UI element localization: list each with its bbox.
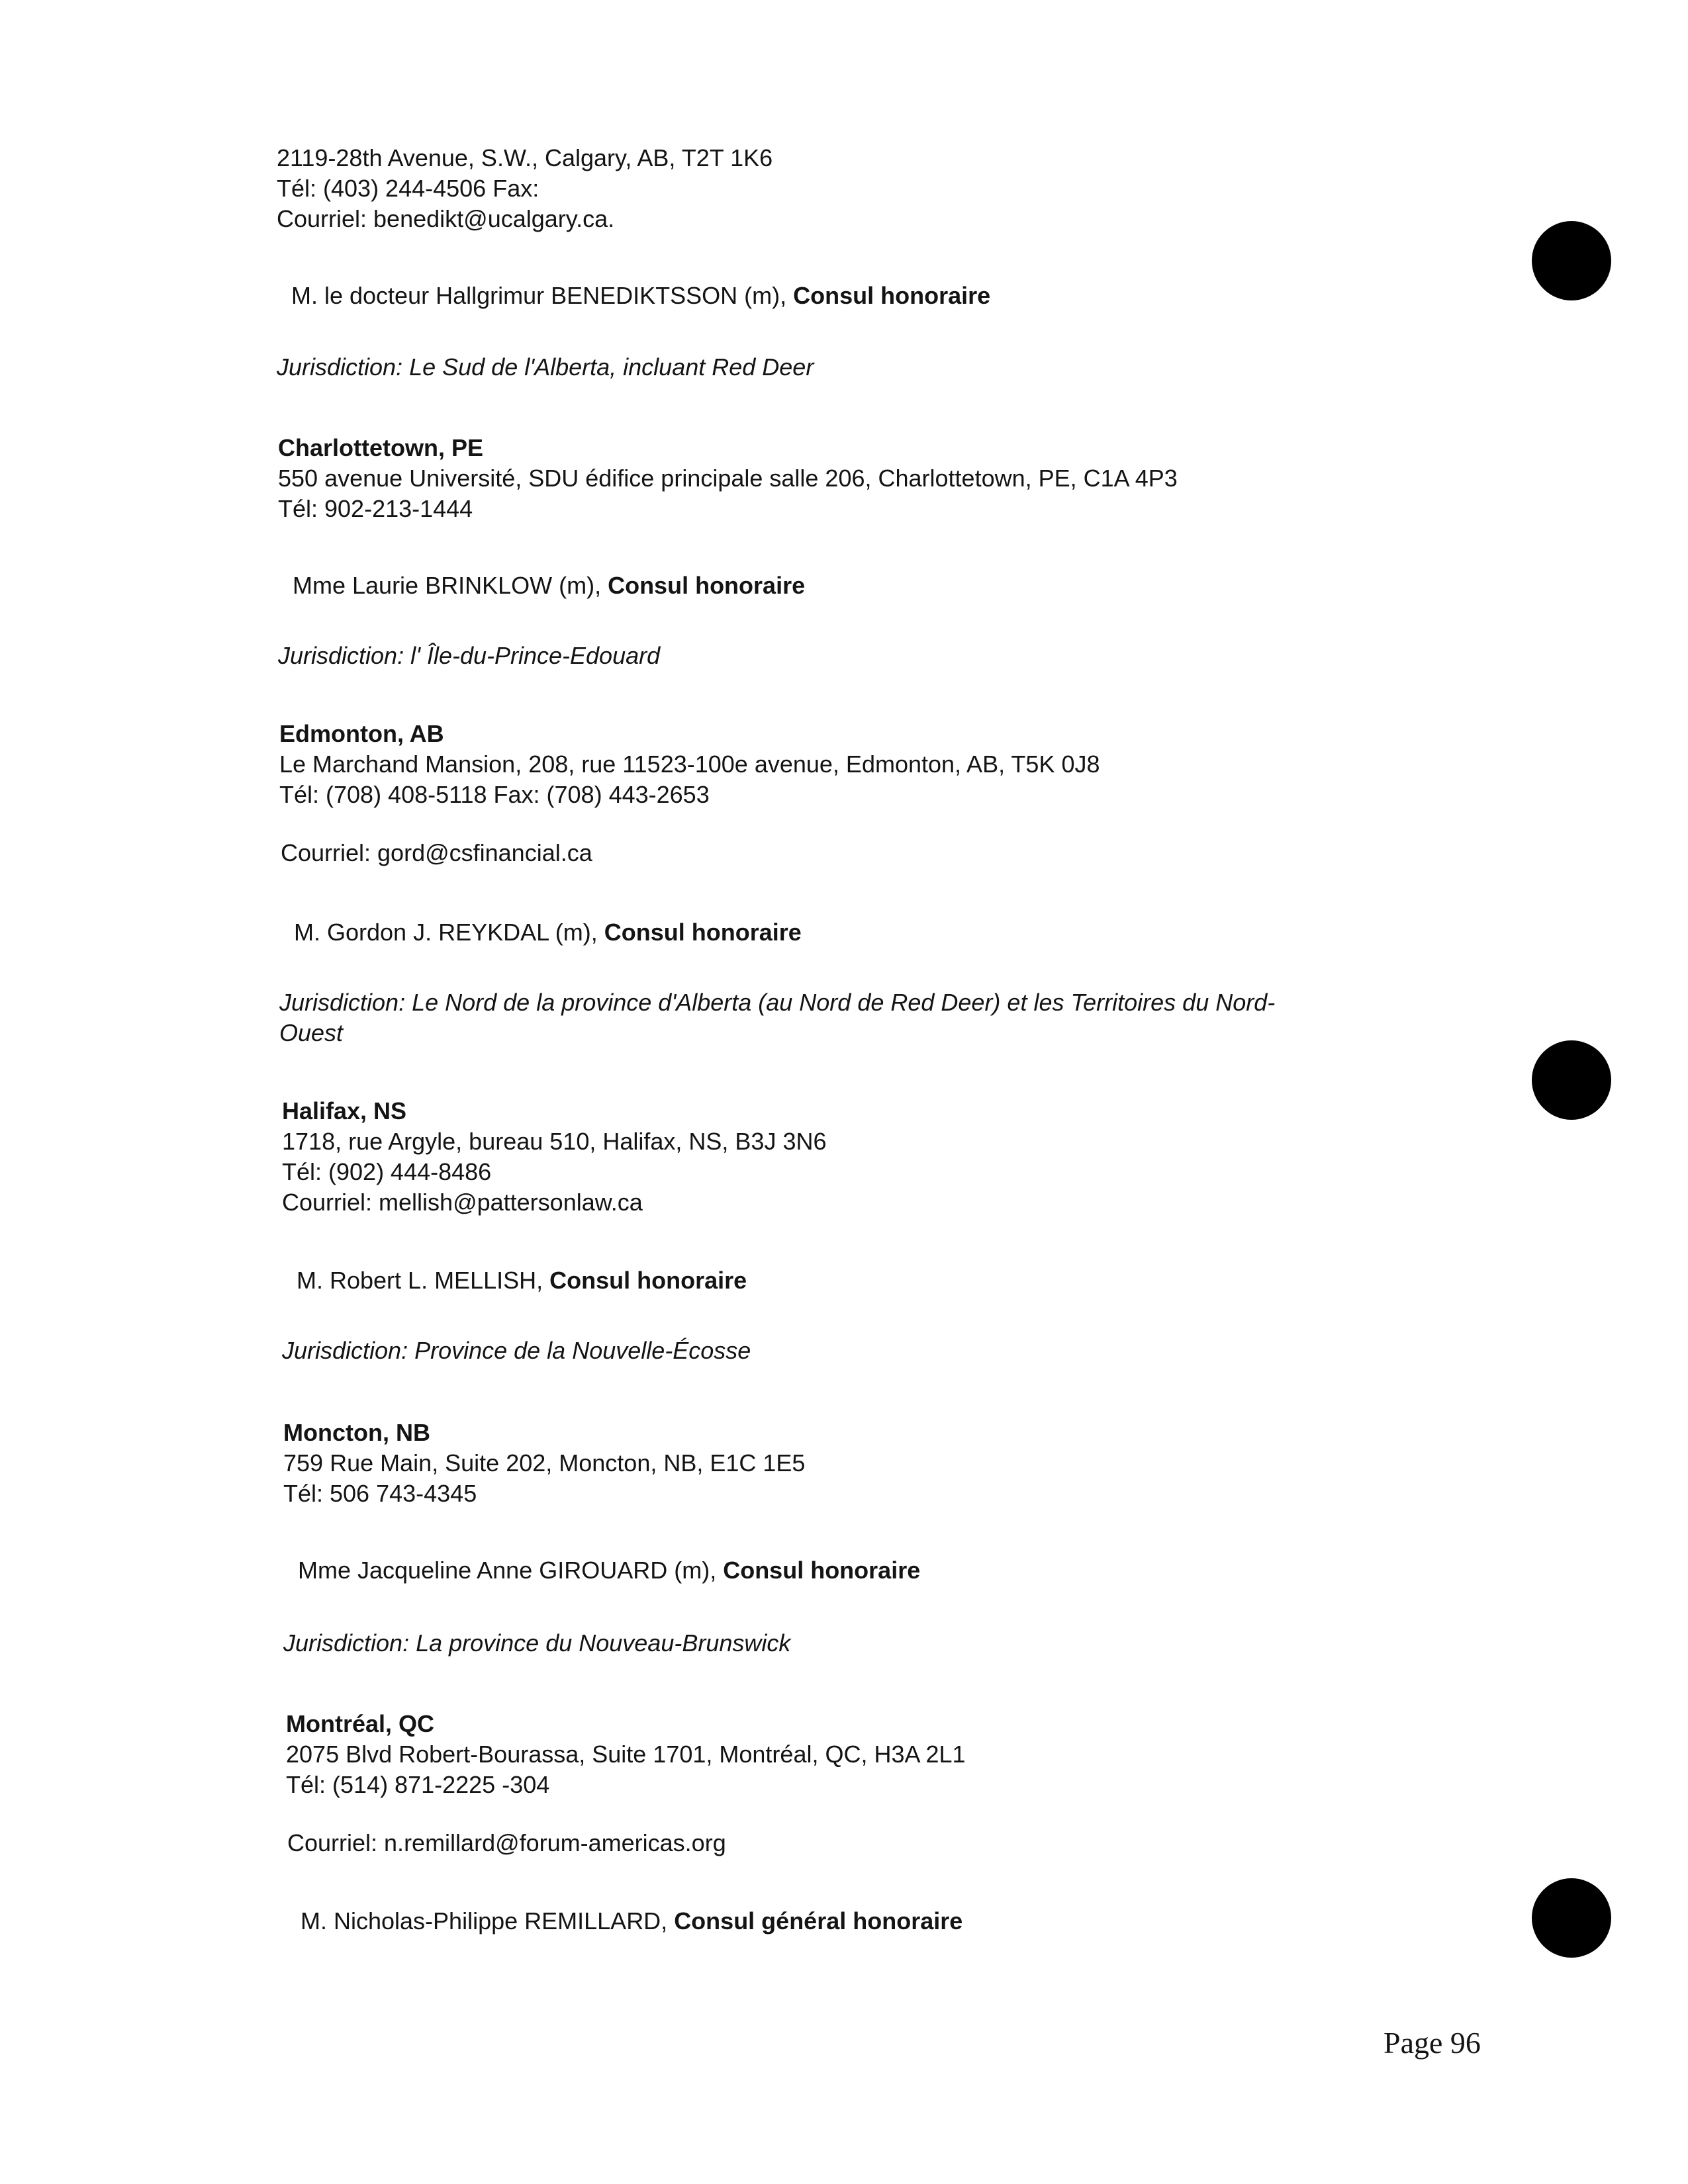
consul-title: Consul honoraire xyxy=(549,1267,747,1294)
moncton-address: 759 Rue Main, Suite 202, Moncton, NB, E1C 1E5 xyxy=(283,1449,806,1477)
charlottetown-consul xyxy=(293,570,805,601)
halifax-heading: Halifax, NS xyxy=(282,1097,407,1124)
charlottetown-heading: Charlottetown, PE xyxy=(278,434,484,461)
edmonton-phone: Tél: (708) 408-5118 Fax: (708) 443-2653 xyxy=(279,781,710,808)
halifax-email: Courriel: mellish@pattersonlaw.ca xyxy=(282,1189,643,1216)
consul-title: Consul général honoraire xyxy=(674,1907,963,1934)
halifax-consul xyxy=(297,1265,747,1296)
moncton-jurisdiction: Jurisdiction: La province du Nouveau-Brunswick xyxy=(283,1629,791,1657)
edmonton-address: Le Marchand Mansion, 208, rue 11523-100e avenue, Edmonton, AB, T5K 0J8 xyxy=(279,751,1100,778)
calgary-address: 2119-28th Avenue, S.W., Calgary, AB, T2T 1K6 xyxy=(277,144,773,171)
consul-title: Consul honoraire xyxy=(608,572,806,599)
charlottetown-phone: Tél: 902-213-1444 xyxy=(278,495,473,522)
edmonton-consul xyxy=(294,917,802,948)
charlottetown-address: 550 avenue Université, SDU édifice principale salle 206, Charlottetown, PE, C1A 4P3 xyxy=(278,465,1178,492)
montreal-consul xyxy=(301,1906,962,1936)
edmonton-heading: Edmonton, AB xyxy=(279,720,444,747)
halifax-phone: Tél: (902) 444-8486 xyxy=(282,1158,492,1185)
montreal-address: 2075 Blvd Robert-Bourassa, Suite 1701, Montréal, QC, H3A 2L1 xyxy=(286,1741,966,1768)
consul-title: Consul honoraire xyxy=(604,919,802,946)
montreal-heading: Montréal, QC xyxy=(286,1710,435,1737)
consul-name: M. le docteur Hallgrimur BENEDIKTSSON (m), xyxy=(291,282,794,309)
calgary-jurisdiction: Jurisdiction: Le Sud de l'Alberta, incluant Red Deer xyxy=(277,353,814,381)
consul-name: Mme Jacqueline Anne GIROUARD (m), xyxy=(298,1557,724,1584)
consul-name: M. Nicholas-Philippe REMILLARD, xyxy=(301,1907,675,1934)
calgary-consul xyxy=(291,281,990,311)
consul-name: Mme Laurie BRINKLOW (m), xyxy=(293,572,608,599)
consul-title: Consul honoraire xyxy=(723,1557,921,1584)
moncton-consul xyxy=(298,1555,920,1586)
consul-name: M. Gordon J. REYKDAL (m), xyxy=(294,919,604,946)
consul-name: M. Robert L. MELLISH, xyxy=(297,1267,550,1294)
montreal-email: Courriel: n.remillard@forum-americas.org xyxy=(287,1829,726,1856)
punch-hole xyxy=(1532,1040,1611,1120)
calgary-email: Courriel: benedikt@ucalgary.ca. xyxy=(277,205,615,232)
halifax-address: 1718, rue Argyle, bureau 510, Halifax, NS, B3J 3N6 xyxy=(282,1128,827,1155)
moncton-phone: Tél: 506 743-4345 xyxy=(283,1480,477,1507)
edmonton-jurisdiction-line1: Jurisdiction: Le Nord de la province d'Alberta (au Nord de Red Deer) et les Territoires du Nord- xyxy=(279,989,1276,1016)
moncton-heading: Moncton, NB xyxy=(283,1419,430,1446)
calgary-phone: Tél: (403) 244-4506 Fax: xyxy=(277,175,539,202)
edmonton-email: Courriel: gord@csfinancial.ca xyxy=(281,839,592,866)
consul-title: Consul honoraire xyxy=(793,282,991,309)
page-number: Page 96 xyxy=(1383,2026,1481,2060)
charlottetown-jurisdiction: Jurisdiction: l' Île-du-Prince-Edouard xyxy=(278,642,661,669)
edmonton-jurisdiction-line2: Ouest xyxy=(279,1019,344,1046)
punch-hole xyxy=(1532,221,1611,300)
halifax-jurisdiction: Jurisdiction: Province de la Nouvelle-Écosse xyxy=(282,1337,751,1364)
montreal-phone: Tél: (514) 871-2225 -304 xyxy=(286,1771,550,1798)
punch-hole xyxy=(1532,1878,1611,1958)
